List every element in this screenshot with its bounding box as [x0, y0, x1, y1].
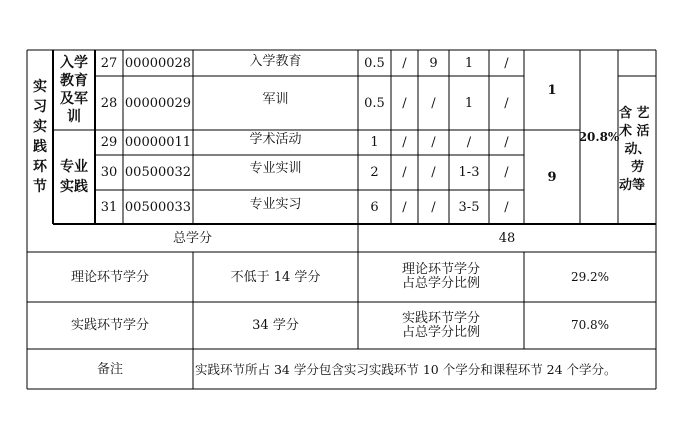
term-cell: / [402, 135, 407, 150]
section-char: 践 [33, 139, 47, 155]
row-number: 30 [100, 165, 118, 180]
term-cell: 1 [464, 95, 474, 111]
group-label-line: 入学 [60, 55, 88, 71]
note-line: 含 艺 [619, 106, 650, 121]
theory-ratio-label [358, 252, 524, 302]
section-char: 节 [33, 179, 47, 195]
total-credits-label: 总学分 [172, 230, 212, 246]
section-char: 习 [33, 99, 47, 115]
note-line: 动等 [619, 178, 646, 193]
course-name: 军训 [262, 91, 289, 107]
section-char: 环 [33, 159, 47, 175]
remark-label: 备注 [96, 361, 123, 377]
section-percent: 20.8% [578, 129, 620, 144]
practice-ratio-value: 70.8% [570, 318, 610, 332]
credit-value: 0.5 [364, 95, 385, 111]
note-line: 术 活 [619, 124, 650, 139]
credit-value: 2 [370, 165, 379, 180]
section-char: 实 [33, 119, 47, 135]
group-credit-total: 1 [547, 82, 557, 98]
group-label-line: 实践 [60, 179, 88, 195]
credit-value: 6 [370, 199, 379, 215]
section-label [27, 50, 53, 224]
group-label-orientation [53, 50, 95, 130]
total-credits-value: 48 [498, 230, 516, 246]
group-label-line: 专业 [60, 159, 88, 175]
term-cell: / [431, 135, 436, 150]
term-cell: / [402, 199, 407, 215]
term-cell: 3-5 [458, 199, 480, 215]
term-cell: / [431, 95, 436, 111]
activity-note [618, 76, 656, 224]
course-name: 入学教育 [249, 53, 302, 69]
ratio-label-line: 占总学分比例 [401, 276, 480, 291]
course-code: 00000011 [124, 135, 192, 150]
section-char: 实 [33, 79, 47, 95]
row-number: 27 [100, 55, 118, 71]
term-cell: / [402, 95, 407, 111]
group-label-line: 及军 [60, 91, 88, 107]
row-number: 28 [100, 95, 118, 111]
term-cell: 1 [464, 55, 474, 71]
ratio-label-line: 实践环节学分 [401, 310, 480, 326]
ratio-label-line: 理论环节学分 [401, 262, 480, 277]
course-name: 专业实习 [249, 196, 302, 212]
group-label-line: 训 [67, 109, 81, 125]
term-cell: / [504, 199, 509, 215]
term-cell: / [504, 55, 509, 71]
course-name: 专业实训 [249, 161, 302, 176]
ratio-label-line: 占总学分比例 [401, 324, 480, 340]
note-line: 动、劳 [624, 142, 651, 175]
term-cell: 1-3 [458, 165, 480, 180]
row-number: 29 [100, 135, 118, 150]
term-cell: / [402, 55, 407, 71]
credit-value: 1 [370, 135, 379, 150]
term-cell: / [431, 199, 436, 215]
term-cell: 9 [429, 55, 438, 71]
group-label-line: 教育 [60, 73, 88, 89]
term-cell: / [504, 95, 509, 111]
practice-ratio-label [358, 302, 524, 349]
course-code: 00500032 [124, 165, 192, 180]
theory-ratio-value: 29.2% [570, 269, 610, 284]
term-cell: / [402, 165, 407, 180]
term-cell: / [431, 165, 436, 180]
group-credit-total: 9 [547, 169, 557, 185]
course-code: 00500033 [124, 199, 192, 215]
theory-credits-label: 理论环节学分 [70, 269, 149, 285]
course-code: 00000029 [124, 95, 192, 111]
course-name: 学术活动 [249, 131, 302, 147]
term-cell: / [504, 135, 509, 150]
row-number: 31 [100, 199, 118, 215]
term-cell: / [504, 165, 509, 180]
term-cell: / [466, 135, 472, 150]
practice-credits-value: 34 学分 [252, 318, 299, 333]
theory-credits-value: 不低于 14 学分 [230, 269, 321, 285]
practice-credits-label: 实践环节学分 [70, 318, 149, 333]
course-code: 00000028 [124, 55, 192, 71]
group-label-practice [53, 130, 95, 224]
credit-value: 0.5 [364, 55, 385, 71]
remark-text: 实践环节所占 34 学分包含实习实践环节 10 个学分和课程环节 24 个学分。 [195, 361, 617, 377]
